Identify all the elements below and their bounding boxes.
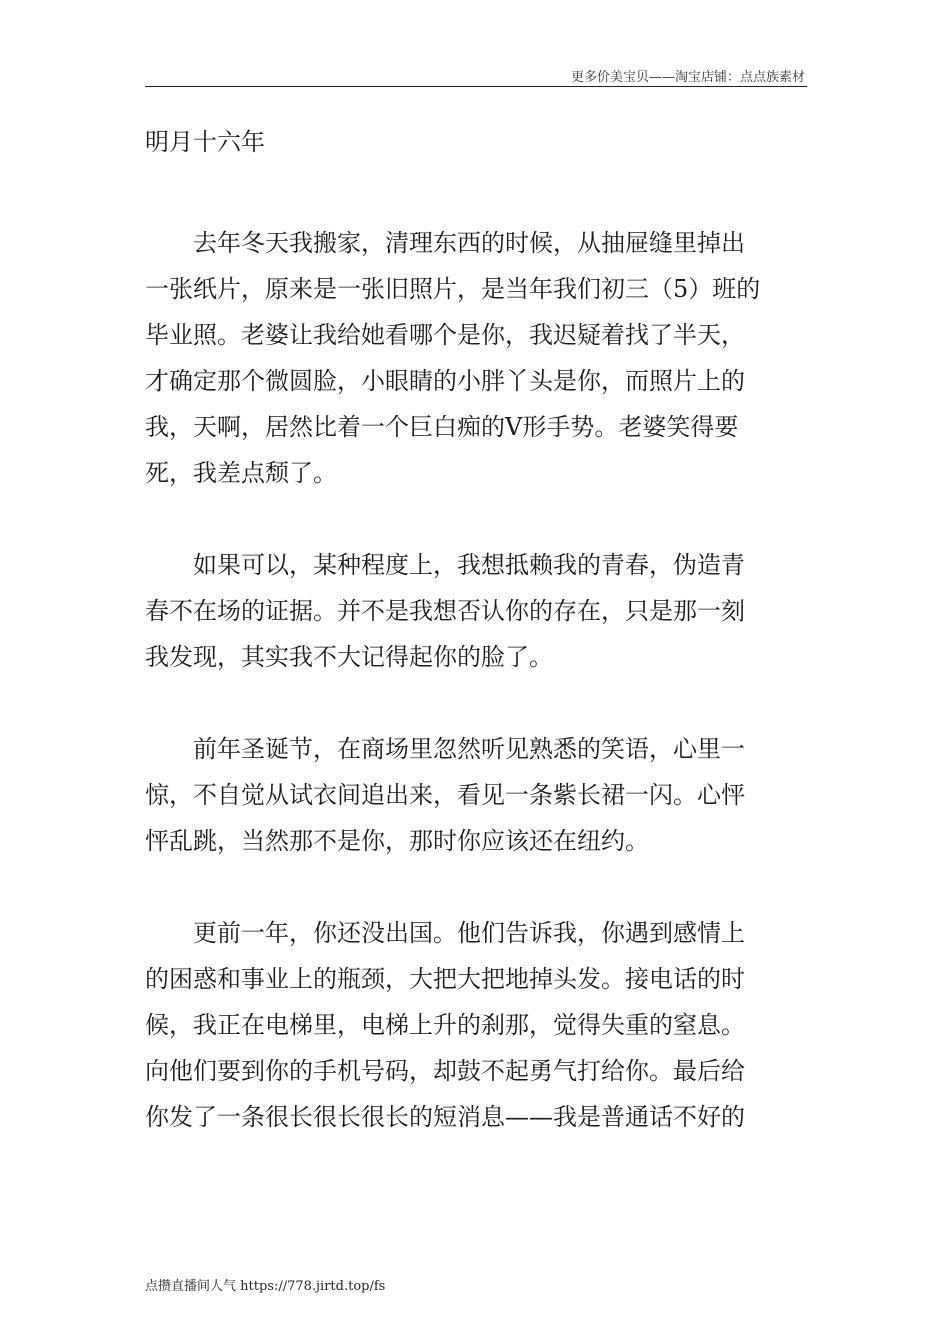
text-line: 更前一年，你还没出国。他们告诉我，你遇到感情上	[145, 919, 745, 947]
text-line: 去年冬天我搬家，清理东西的时候，从抽屉缝里掉出	[145, 229, 745, 257]
text-line: 你发了一条很长很长很长的短消息——我是普通话不好的	[145, 1103, 745, 1131]
text-line: 前年圣诞节，在商场里忽然听见熟悉的笑语，心里一	[145, 735, 745, 763]
text-line: 的困惑和事业上的瓶颈，大把大把地掉头发。接电话的时	[145, 965, 745, 993]
text-line: 我，天啊，居然比着一个巨白痴的V形手势。老婆笑得要	[145, 413, 739, 441]
text-line: 怦乱跳，当然那不是你，那时你应该还在纽约。	[145, 827, 649, 855]
text-line: 如果可以，某种程度上，我想抵赖我的青春，伪造青	[145, 551, 745, 579]
text-line: 候，我正在电梯里，电梯上升的刹那，觉得失重的窒息。	[145, 1011, 745, 1039]
page-header-text: 更多价美宝贝——淘宝店铺：点点族素材	[570, 70, 805, 85]
text-line: 才确定那个微圆脸，小眼睛的小胖丫头是你，而照片上的	[145, 367, 745, 395]
text-line: 死，我差点颓了。	[145, 459, 337, 487]
text-line: 一张纸片，原来是一张旧照片，是当年我们初三（5）班的	[145, 275, 761, 303]
text-line: 春不在场的证据。并不是我想否认你的存在，只是那一刻	[145, 597, 745, 625]
document-body	[145, 220, 807, 1186]
paragraph-1	[145, 220, 807, 496]
header-divider	[145, 86, 807, 87]
text-line: 惊，不自觉从试衣间追出来，看见一条紫长裙一闪。心怦	[145, 781, 745, 809]
page-footer-text: 点攒直播间人气 https://778.jirtd.top/fs	[145, 1279, 386, 1294]
document-title: 明月十六年	[145, 128, 265, 156]
paragraph-3	[145, 726, 807, 864]
paragraph-2	[145, 542, 807, 680]
text-line: 毕业照。老婆让我给她看哪个是你，我迟疑着找了半天，	[145, 321, 745, 349]
text-line: 我发现，其实我不大记得起你的脸了。	[145, 643, 553, 671]
paragraph-4	[145, 910, 807, 1140]
text-line: 向他们要到你的手机号码，却鼓不起勇气打给你。最后给	[145, 1057, 745, 1085]
